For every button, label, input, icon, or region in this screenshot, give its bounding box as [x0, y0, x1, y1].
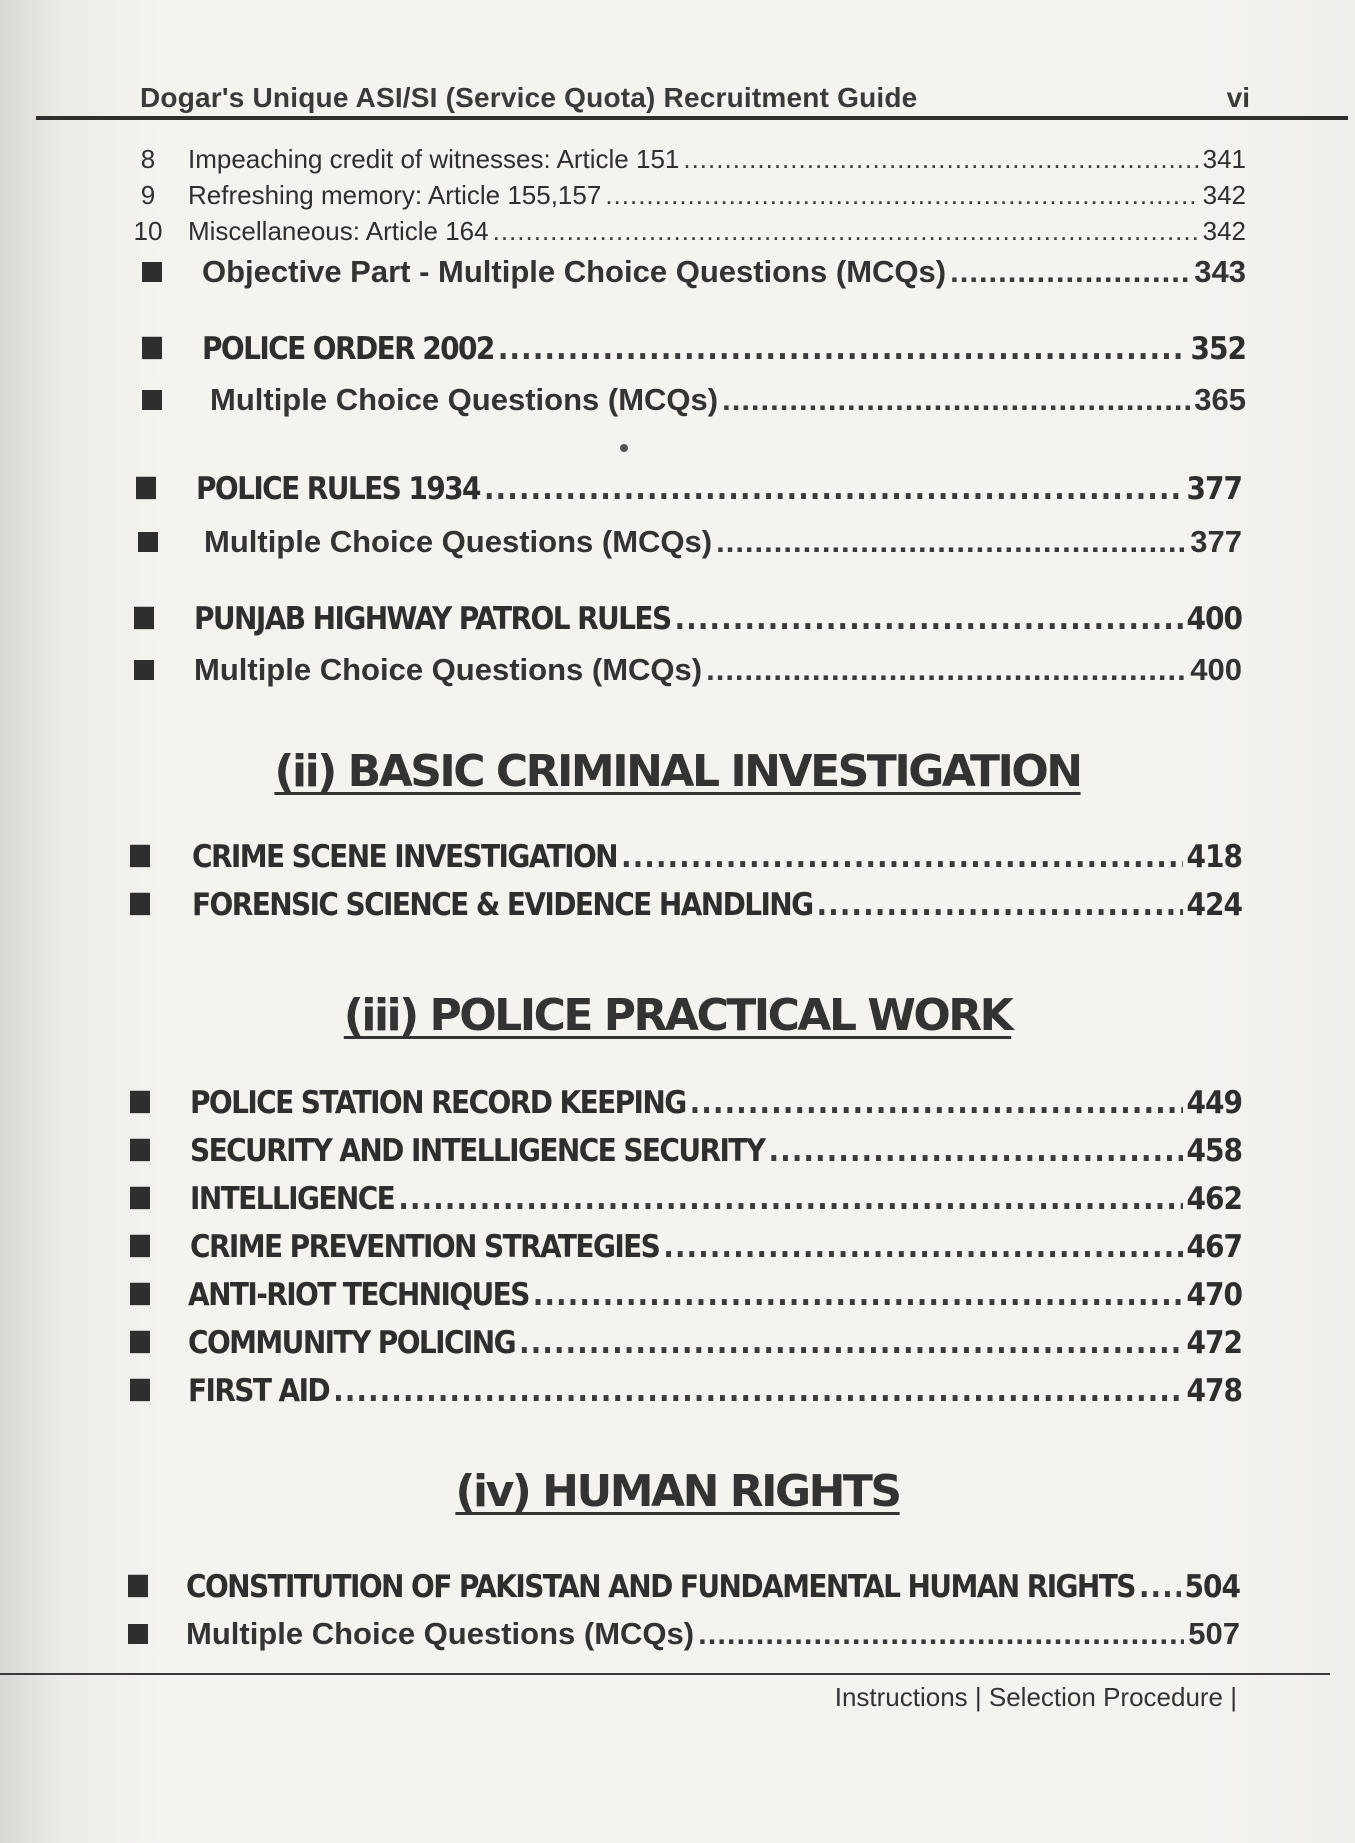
dot-leader: [817, 886, 1183, 923]
entry-label: Objective Part - Multiple Choice Questions (MCQs): [202, 254, 947, 289]
entry-number: 8: [140, 144, 156, 174]
entry-page: 400: [1186, 600, 1242, 637]
entry-label: PUNJAB HIGHWAY PATROL RULES: [194, 600, 671, 637]
dot-leader: [1139, 1568, 1181, 1605]
entry-page: 342: [1202, 216, 1246, 246]
entry-page: 352: [1190, 330, 1246, 367]
running-header: [140, 82, 1250, 118]
toc-entry: [128, 1616, 1240, 1652]
entry-page: 343: [1194, 254, 1246, 289]
toc-entry: [134, 652, 1242, 688]
entry-page: 377: [1186, 470, 1242, 507]
stray-dot: [620, 444, 628, 452]
page-number: vi: [1226, 82, 1250, 113]
bullet-square: [130, 1084, 190, 1121]
toc-entry: [142, 382, 1246, 418]
entry-page: 472: [1186, 1324, 1242, 1361]
bullet-square: [142, 330, 202, 367]
entry-label: CRIME PREVENTION STRATEGIES: [190, 1228, 660, 1265]
bullet-square: [138, 524, 204, 560]
toc-entry: [116, 144, 1246, 175]
dot-leader: [950, 254, 1190, 290]
entry-page: 504: [1184, 1568, 1240, 1605]
section-heading: (ii) BASIC CRIMINAL INVESTIGATION: [274, 746, 1081, 797]
book-title: Dogar's Unique ASI/SI (Service Quota) Recruitment Guide: [140, 82, 918, 113]
bullet-square: [134, 652, 194, 688]
entry-page: 424: [1186, 886, 1242, 923]
toc-entry: [116, 216, 1246, 247]
entry-label: SECURITY AND INTELLIGENCE SECURITY: [190, 1132, 765, 1169]
footer-rule: [0, 1673, 1330, 1675]
toc-entry: [138, 524, 1242, 560]
entry-page: 418: [1186, 838, 1242, 875]
entry-page: 400: [1190, 652, 1242, 687]
entry-page: 449: [1186, 1084, 1242, 1121]
entry-page: 462: [1186, 1180, 1242, 1217]
entry-label: Miscellaneous: Article 164: [188, 216, 489, 246]
dot-leader: [533, 1276, 1183, 1313]
entry-label: Refreshing memory: Article 155,157: [188, 180, 602, 210]
entry-label: CRIME SCENE INVESTIGATION: [192, 838, 617, 875]
header-rule: [36, 116, 1348, 120]
toc-entry: [130, 1132, 1242, 1169]
entry-label: INTELLIGENCE: [190, 1180, 395, 1217]
toc-entry: [130, 886, 1242, 923]
entry-label: Impeaching credit of witnesses: Article 151: [188, 144, 680, 174]
entry-number: 10: [133, 216, 163, 246]
bullet-square: [136, 470, 196, 507]
bullet-square: [130, 1180, 190, 1217]
toc-entry: [130, 1228, 1242, 1265]
dot-leader: [768, 1132, 1182, 1169]
toc-entry: [142, 254, 1246, 290]
toc-entry: [116, 180, 1246, 211]
entry-label: FIRST AID: [188, 1372, 330, 1409]
toc-entry: [130, 1180, 1242, 1217]
bullet-square: [130, 1324, 188, 1361]
bullet-square: [130, 1228, 190, 1265]
entry-page: 470: [1186, 1276, 1242, 1313]
dot-leader: [519, 1324, 1183, 1361]
bullet-square: [130, 1276, 188, 1313]
toc-entry: [130, 838, 1242, 875]
section-heading: (iv) HUMAN RIGHTS: [455, 1466, 900, 1517]
dot-leader: [333, 1372, 1182, 1409]
bullet-square: [142, 382, 210, 418]
dot-leader: [683, 144, 1198, 175]
bullet-square: [134, 600, 194, 637]
section-heading: (iii) POLICE PRACTICAL WORK: [343, 990, 1012, 1041]
entry-label: POLICE RULES 1934: [196, 470, 480, 507]
dot-leader: [698, 1616, 1184, 1652]
bullet-square: [130, 838, 192, 875]
entry-label: ANTI-RIOT TECHNIQUES: [188, 1276, 529, 1313]
toc-entry: [130, 1084, 1242, 1121]
dot-leader: [493, 216, 1199, 247]
bullet-square: [128, 1568, 186, 1605]
dot-leader: [722, 382, 1190, 418]
entry-page: 342: [1202, 180, 1246, 210]
bullet-square: [130, 1372, 188, 1409]
dot-leader: [498, 330, 1187, 367]
entry-label: Multiple Choice Questions (MCQs): [186, 1616, 695, 1651]
entry-page: 365: [1194, 382, 1246, 417]
running-footer: Instructions | Selection Procedure |: [834, 1682, 1237, 1712]
dot-leader: [484, 470, 1183, 507]
entry-page: 377: [1190, 524, 1242, 559]
entry-label: Multiple Choice Questions (MCQs): [194, 652, 703, 687]
entry-label: POLICE ORDER 2002: [202, 330, 494, 367]
entry-label: COMMUNITY POLICING: [188, 1324, 515, 1361]
dot-leader: [398, 1180, 1182, 1217]
entry-page: 458: [1186, 1132, 1242, 1169]
toc-entry: [128, 1568, 1240, 1605]
dot-leader: [716, 524, 1186, 560]
entry-label: POLICE STATION RECORD KEEPING: [190, 1084, 686, 1121]
dot-leader: [605, 180, 1198, 211]
entry-page: 507: [1188, 1616, 1240, 1651]
dot-leader: [663, 1228, 1182, 1265]
dot-leader: [621, 838, 1183, 875]
entry-page: 478: [1186, 1372, 1242, 1409]
dot-leader: [675, 600, 1183, 637]
entry-page: 341: [1202, 144, 1246, 174]
dot-leader: [690, 1084, 1183, 1121]
toc-entry: [136, 470, 1242, 507]
entry-label: FORENSIC SCIENCE & EVIDENCE HANDLING: [192, 886, 813, 923]
entry-label: Multiple Choice Questions (MCQs): [210, 382, 719, 417]
dot-leader: [706, 652, 1186, 688]
entry-label: CONSTITUTION OF PAKISTAN AND FUNDAMENTAL HUMAN RIGHTS: [186, 1568, 1135, 1605]
bullet-square: [130, 1132, 190, 1169]
bullet-square: [142, 254, 202, 290]
toc-entry: [130, 1324, 1242, 1361]
toc-entry: [130, 1276, 1242, 1313]
bullet-square: [128, 1616, 186, 1652]
entry-number: 9: [140, 180, 156, 210]
bullet-square: [130, 886, 192, 923]
toc-entry: [142, 330, 1246, 367]
entry-label: Multiple Choice Questions (MCQs): [204, 524, 713, 559]
entry-page: 467: [1186, 1228, 1242, 1265]
toc-entry: [134, 600, 1242, 637]
toc-entry: [130, 1372, 1242, 1409]
